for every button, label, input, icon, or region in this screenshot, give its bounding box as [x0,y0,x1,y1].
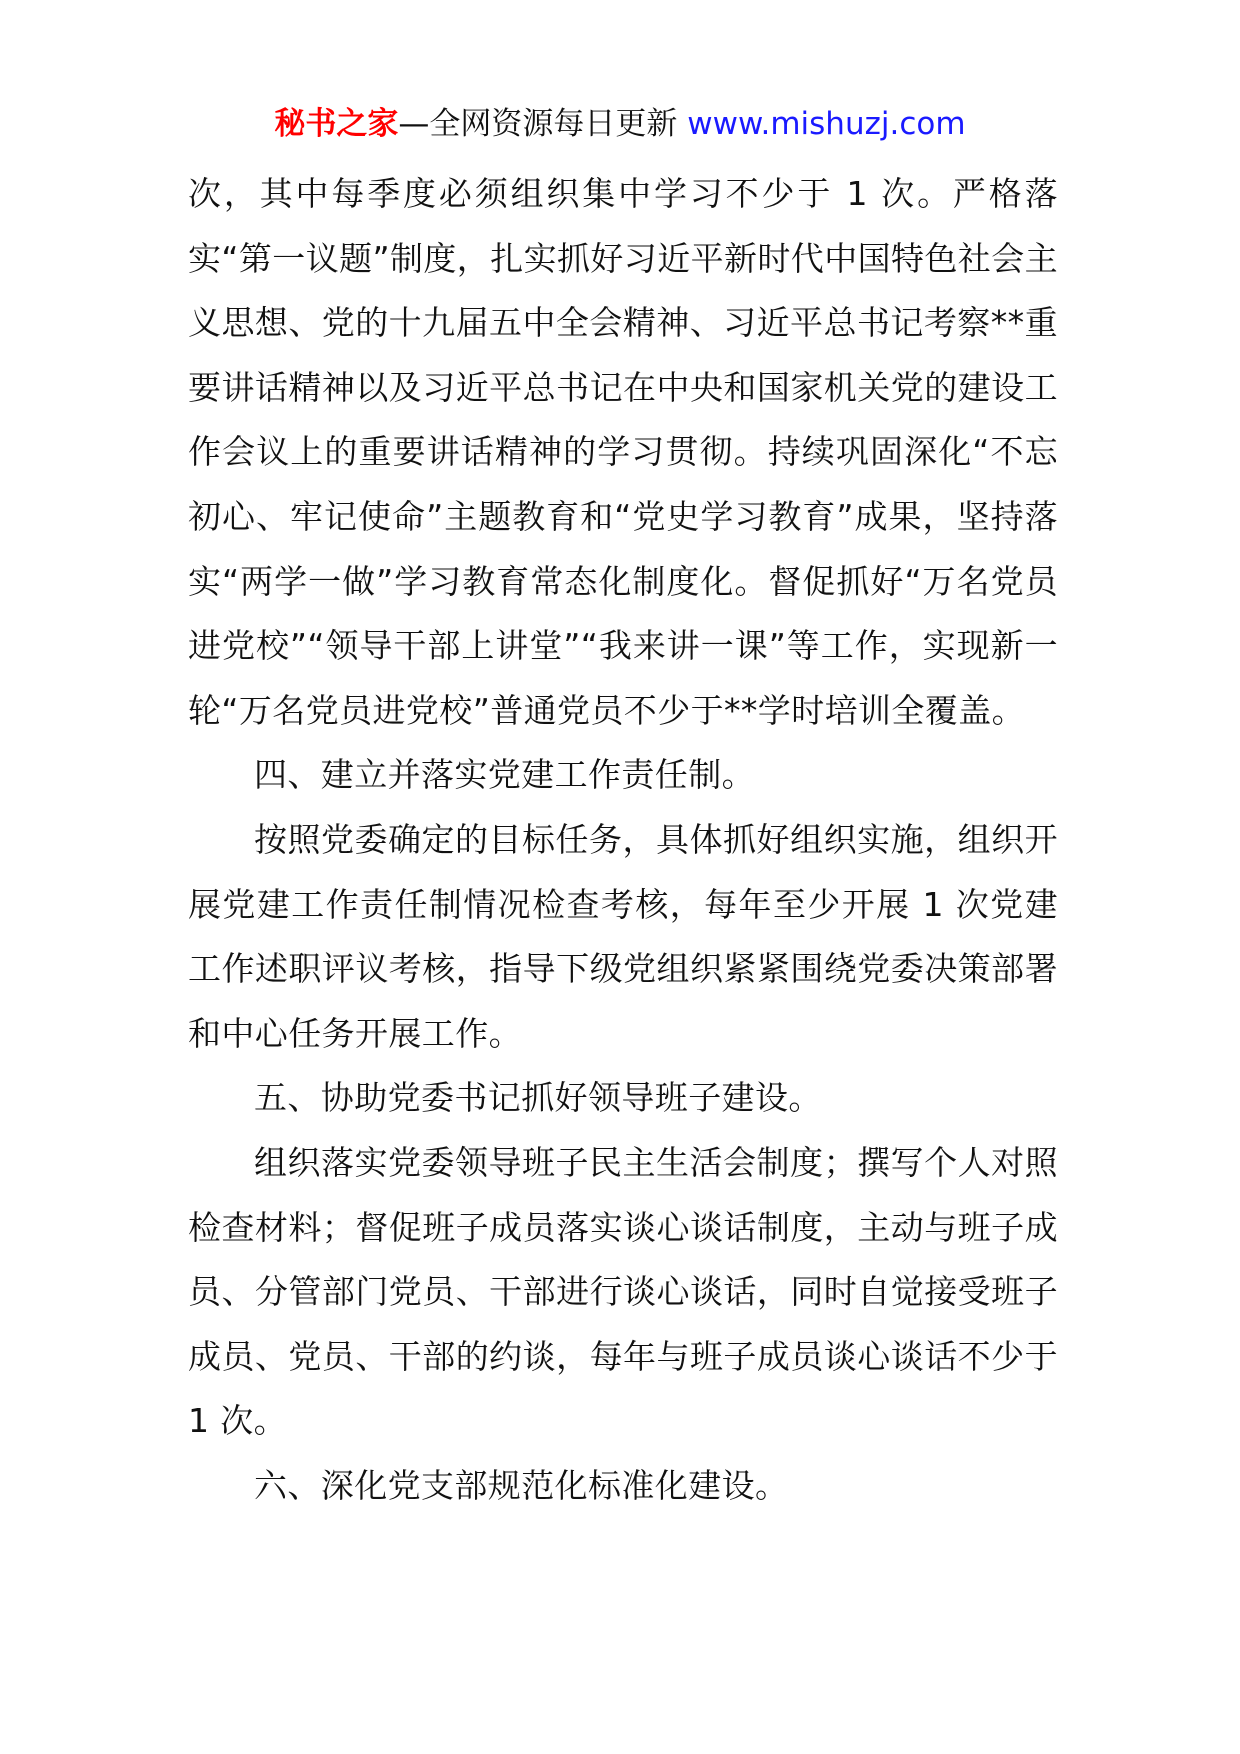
section-heading-4: 四、建立并落实党建工作责任制。 [254,755,755,795]
paragraph-section-4: 按照党委确定的目标任务，具体抓好组织实施，组织开展党建工作责任制情况检查考核，每年至少开展 1 次党建工作述职评议考核，指导下级党组织紧紧围绕党委决策部署和中心任务开展工作。 [188,819,1058,1053]
section-heading-6: 六、深化党支部规范化标准化建设。 [254,1465,789,1505]
page-header [0,100,1240,148]
paragraph-continuation: 次，其中每季度必须组织集中学习不少于 1 次。严格落实“第一议题”制度，扎实抓好习近平新时代中国特色社会主义思想、党的十九届五中全会精神、习近平总书记考察**重要讲话精神以及习近平总书记在中央和国家机关党的建设工作会议上的重要讲话精神的学习贯彻。持续巩固深化“不忘初心、牢记使命”主题教育和“党史学习教育”成果，坚持落实“两学一做”学习教育常态化制度化。督促抓好“万名党员进党校”“领导干部上讲堂”“我来讲一课”等工作，实现新一轮“万名党员进党校”普通党员不少于**学时培训全覆盖。 [188,174,1058,730]
header-brand: 秘书之家 [274,106,399,142]
header-site-link[interactable]: www.mishuzj.com [677,106,966,142]
document-body [188,162,1058,1518]
section-heading-5: 五、协助党委书记抓好领导班子建设。 [254,1078,822,1118]
header-slogan: —全网资源每日更新 [398,106,678,142]
paragraph-section-5: 组织落实党委领导班子民主生活会制度；撰写个人对照检查材料；督促班子成员落实谈心谈话制度，主动与班子成员、分管部门党员、干部进行谈心谈话，同时自觉接受班子成员、党员、干部的约谈，每年与班子成员谈心谈话不少于 1 次。 [188,1142,1058,1441]
